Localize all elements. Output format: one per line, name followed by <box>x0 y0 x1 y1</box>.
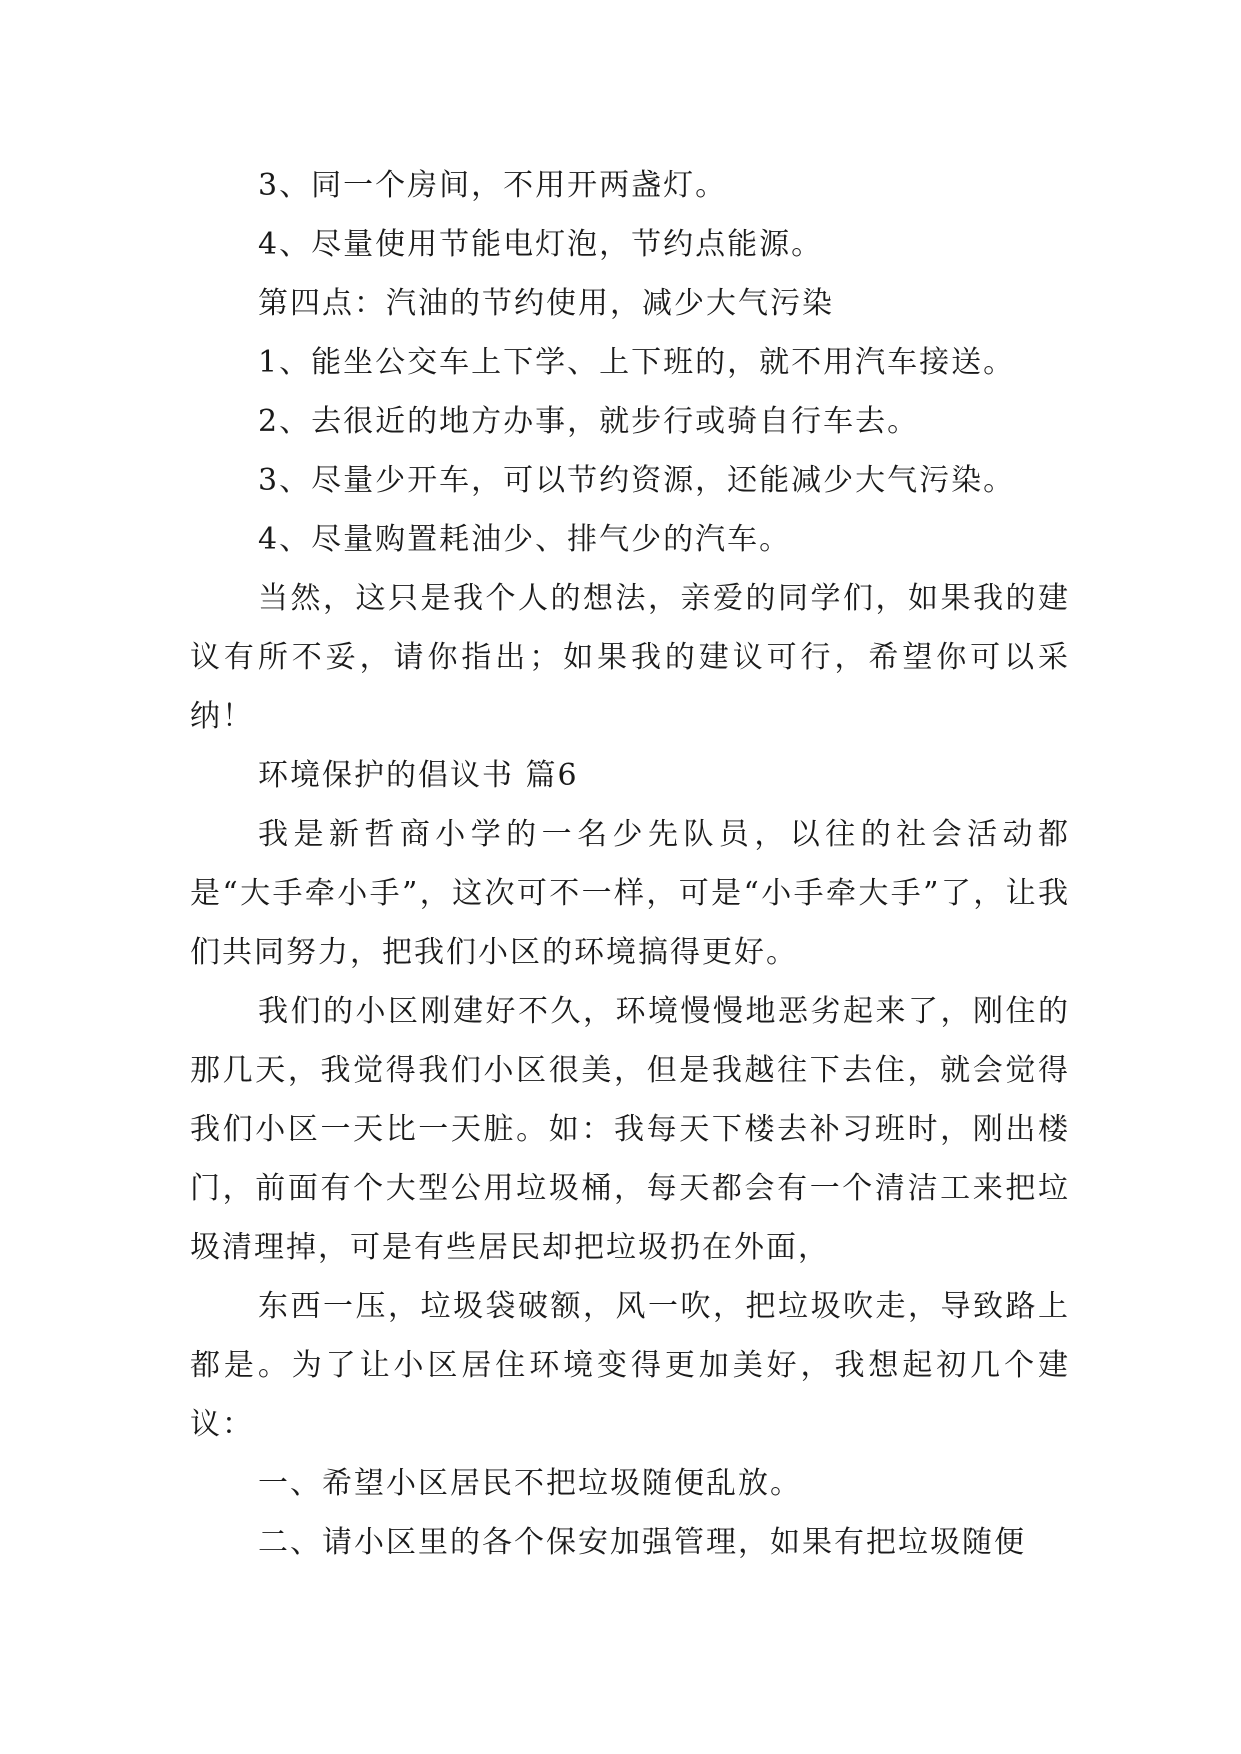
paragraph-10: 东西一压，垃圾袋破额，风一吹，把垃圾吹走，导致路上都是。为了让小区居住环境变得更加美好，我想起初几个建议： <box>190 1289 1070 1442</box>
paragraph-5: 3、尽量少开车，可以节约资源，还能减少大气污染。 <box>258 463 1016 498</box>
paragraph-2: 4、尽量使用节能电灯泡，节约点能源。 <box>258 227 824 262</box>
paragraph-8: 我是新哲商小学的一名少先队员，以往的社会活动都是“大手牵小手”，这次可不一样，可是“小手牵大手”了，让我们共同努力，把我们小区的环境搞得更好。 <box>190 817 1070 970</box>
paragraph-6: 4、尽量购置耗油少、排气少的汽车。 <box>258 522 792 557</box>
paragraph-7: 当然，这只是我个人的想法，亲爱的同学们，如果我的建议有所不妥，请你指出；如果我的建议可行，希望你可以采纳！ <box>190 581 1070 734</box>
article-title: 环境保护的倡议书 篇6 <box>258 758 579 793</box>
paragraph-11: 一、希望小区居民不把垃圾随便乱放。 <box>258 1466 802 1501</box>
paragraph-9: 我们的小区刚建好不久，环境慢慢地恶劣起来了，刚住的那几天，我觉得我们小区很美，但是我越往下去住，就会觉得我们小区一天比一天脏。如：我每天下楼去补习班时，刚出楼门，前面有个大型公用垃圾桶，每天都会有一个清洁工来把垃圾清理掉，可是有些居民却把垃圾扔在外面， <box>190 994 1070 1265</box>
paragraph-1: 3、同一个房间，不用开两盏灯。 <box>258 168 728 203</box>
paragraph-12: 二、请小区里的各个保安加强管理，如果有把垃圾随便 <box>258 1525 1026 1560</box>
paragraph-3: 1、能坐公交车上下学、上下班的，就不用汽车接送。 <box>258 345 1016 380</box>
paragraph-4: 2、去很近的地方办事，就步行或骑自行车去。 <box>258 404 920 439</box>
section-heading-4: 第四点：汽油的节约使用，减少大气污染 <box>258 286 834 321</box>
document-body <box>190 156 1070 1572</box>
